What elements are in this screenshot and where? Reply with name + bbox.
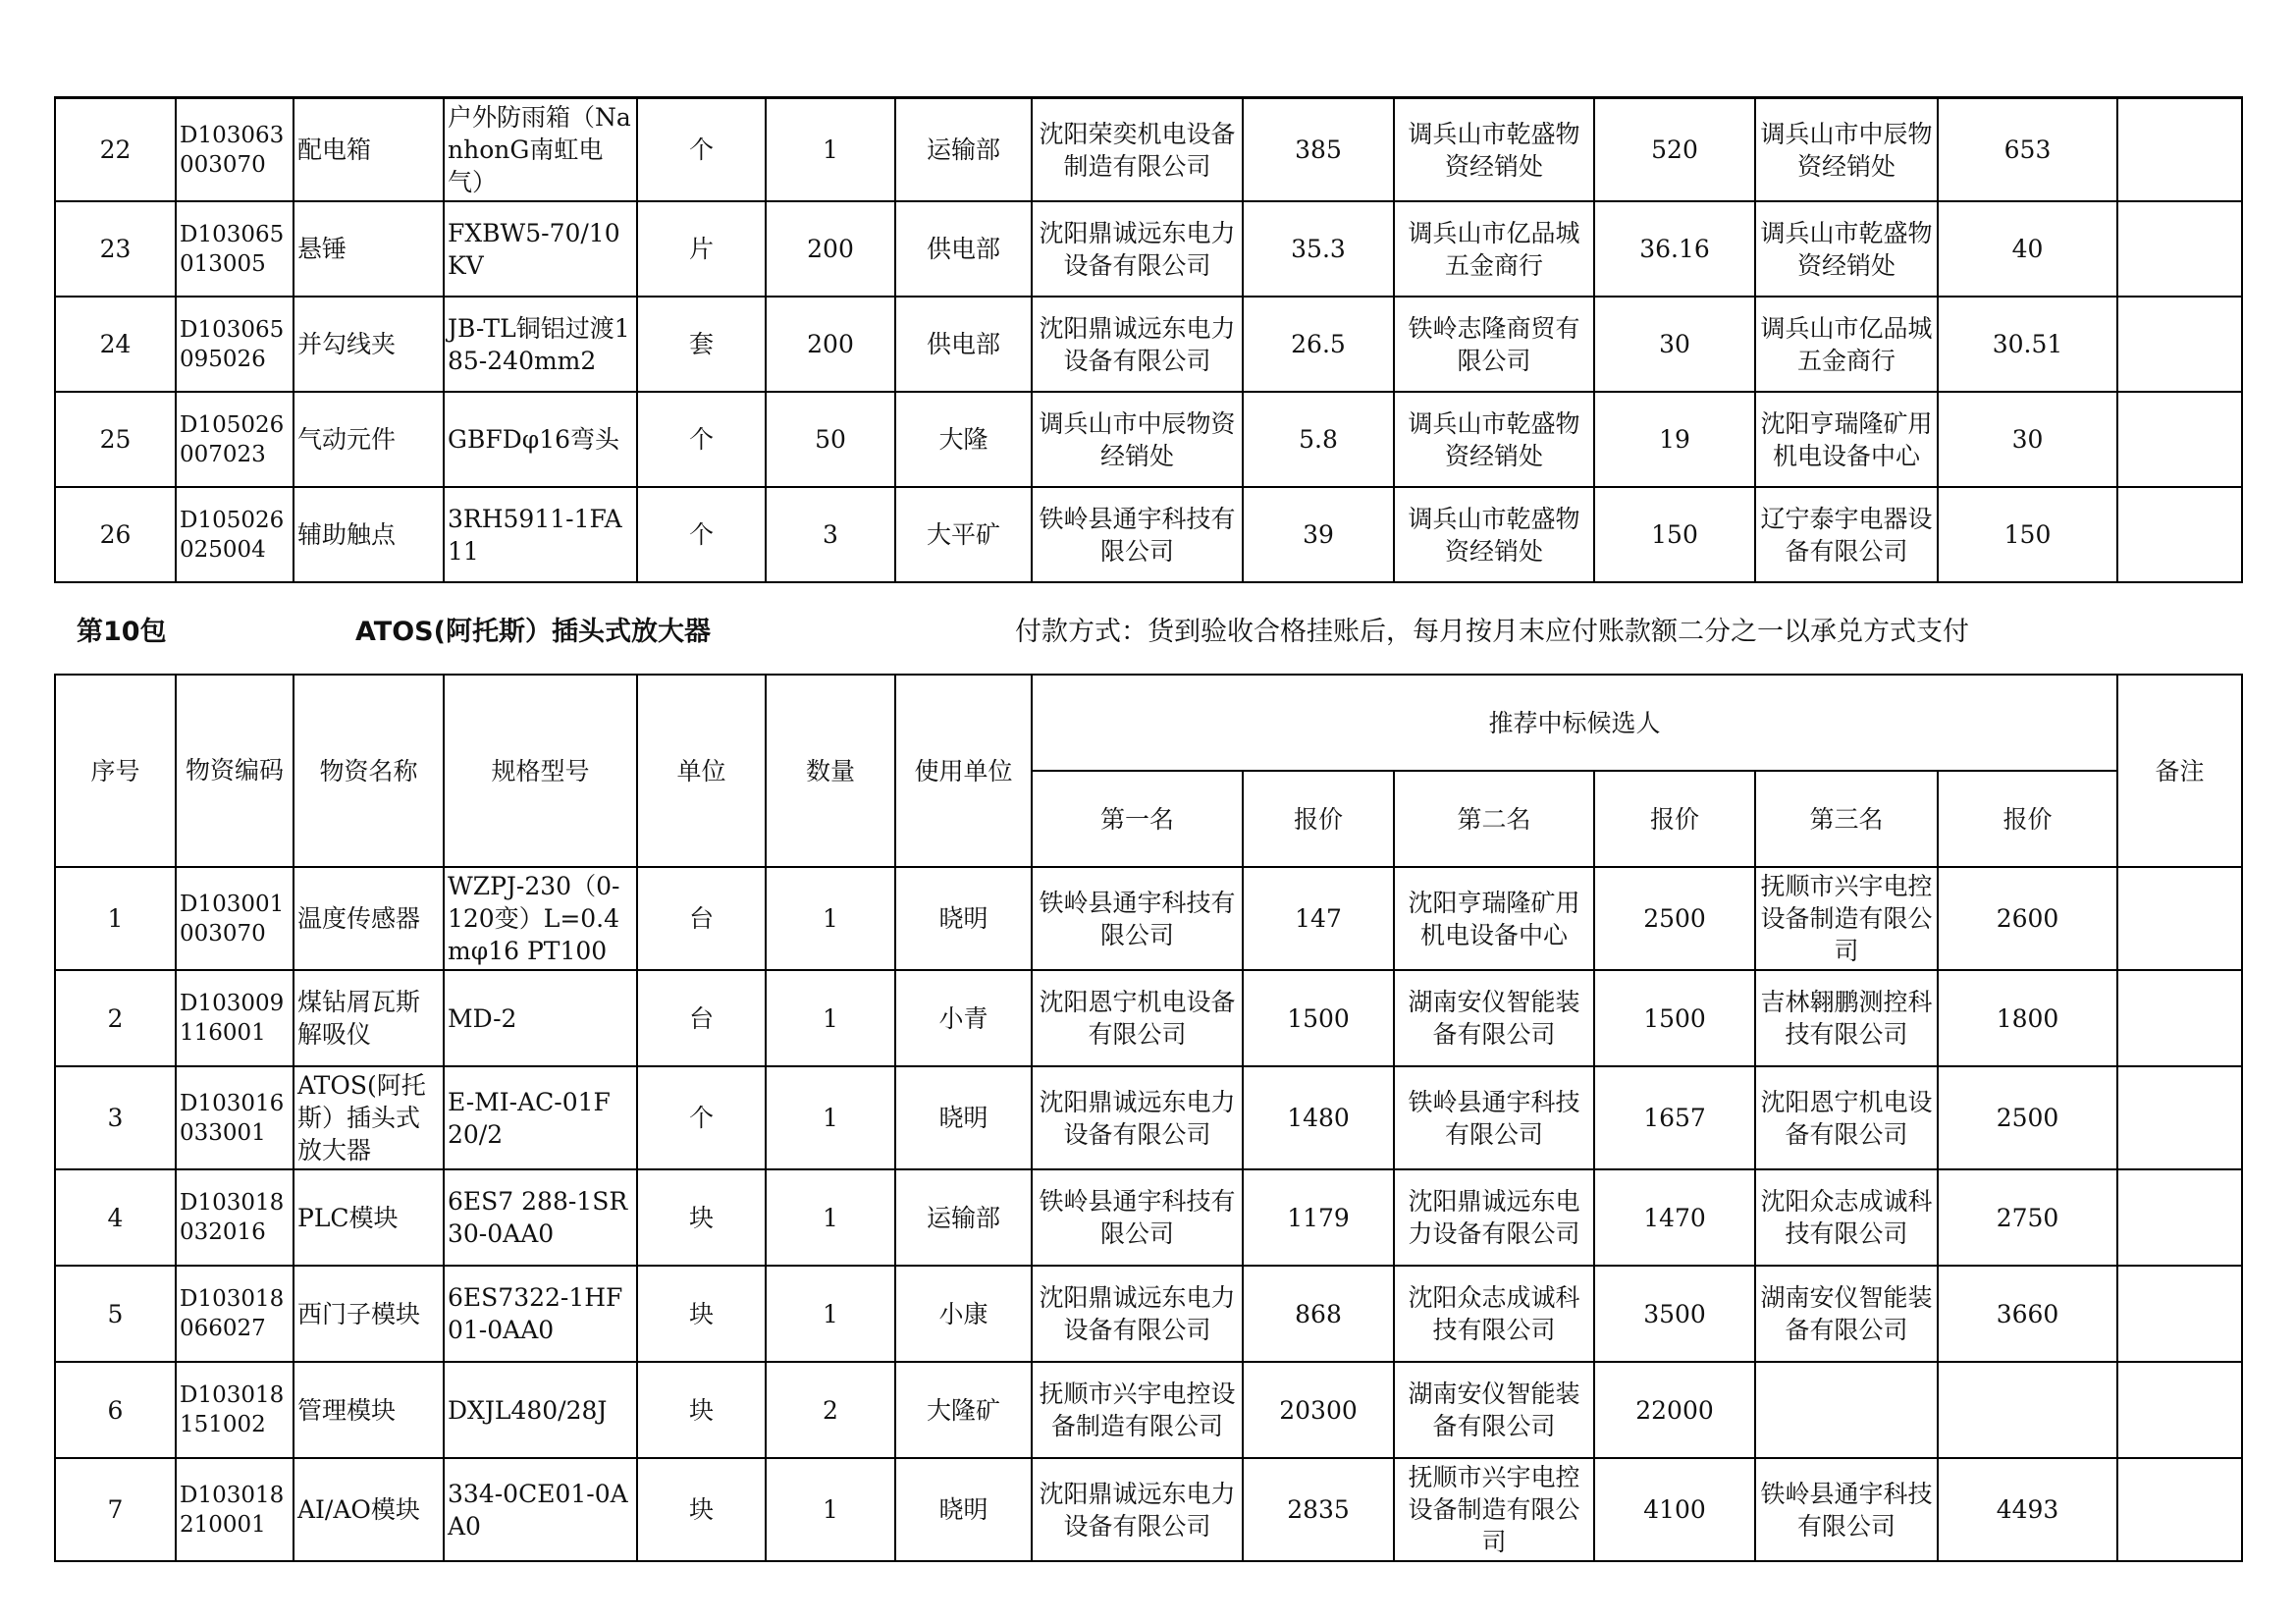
package-table [54,674,2243,1562]
cell-note [2117,297,2242,392]
cell-p3: 150 [1938,487,2117,582]
cell-p2: 150 [1594,487,1755,582]
cell-no: 6 [55,1362,176,1458]
cell-note [2117,1362,2242,1458]
cell-p2: 520 [1594,98,1755,202]
cell-c2: 铁岭志隆商贸有限公司 [1394,297,1594,392]
cell-qty: 1 [766,1066,895,1169]
cell-p3: 40 [1938,201,2117,297]
cell-note [2117,392,2242,487]
cell-c2: 沈阳鼎诚远东电力设备有限公司 [1394,1169,1594,1266]
cell-p1: 1500 [1243,970,1394,1066]
cell-p2: 1657 [1594,1066,1755,1169]
table-row [55,1458,2242,1561]
cell-name: 温度传感器 [294,867,444,970]
header-code: 物资编码 [176,675,294,867]
header-unit: 单位 [637,675,766,867]
cell-p2: 1470 [1594,1169,1755,1266]
cell-c2: 湖南安仪智能装备有限公司 [1394,1362,1594,1458]
table-row [55,487,2242,582]
cell-code: D103063003070 [176,98,294,202]
cell-c1: 沈阳恩宁机电设备有限公司 [1032,970,1243,1066]
cell-dept: 晓明 [895,1066,1032,1169]
table-row [55,1266,2242,1362]
cell-p2: 3500 [1594,1266,1755,1362]
cell-note [2117,98,2242,202]
table-row [55,201,2242,297]
cell-dept: 供电部 [895,297,1032,392]
cell-c1: 抚顺市兴宇电控设备制造有限公司 [1032,1362,1243,1458]
cell-p1: 20300 [1243,1362,1394,1458]
cell-p1: 35.3 [1243,201,1394,297]
table-row [55,392,2242,487]
cell-p3: 3660 [1938,1266,2117,1362]
cell-p3 [1938,1362,2117,1458]
cell-c3: 调兵山市中辰物资经销处 [1755,98,1938,202]
cell-code: D103018066027 [176,1266,294,1362]
cell-p1: 147 [1243,867,1394,970]
cell-c3 [1755,1362,1938,1458]
header-first: 第一名 [1032,771,1243,867]
cell-unit: 块 [637,1458,766,1561]
cell-name: 管理模块 [294,1362,444,1458]
cell-unit: 台 [637,867,766,970]
cell-note [2117,1458,2242,1561]
header-candidates: 推荐中标候选人 [1032,675,2117,771]
package-title: ATOS(阿托斯）插头式放大器 [355,617,711,647]
cell-c2: 湖南安仪智能装备有限公司 [1394,970,1594,1066]
cell-note [2117,201,2242,297]
cell-name: 辅助触点 [294,487,444,582]
cell-c2: 沈阳众志成诚科技有限公司 [1394,1266,1594,1362]
cell-c3: 沈阳众志成诚科技有限公司 [1755,1169,1938,1266]
cell-dept: 晓明 [895,867,1032,970]
cell-p1: 26.5 [1243,297,1394,392]
header-note: 备注 [2117,675,2242,867]
cell-c1: 沈阳鼎诚远东电力设备有限公司 [1032,1266,1243,1362]
package-table-body [55,675,2242,1561]
cell-code: D103065095026 [176,297,294,392]
cell-no: 4 [55,1169,176,1266]
cell-p2: 2500 [1594,867,1755,970]
header-no: 序号 [55,675,176,867]
header-second: 第二名 [1394,771,1594,867]
cell-note [2117,1266,2242,1362]
cell-dept: 小康 [895,1266,1032,1362]
cell-note [2117,487,2242,582]
cell-c3: 沈阳亨瑞隆矿用机电设备中心 [1755,392,1938,487]
cell-qty: 1 [766,1458,895,1561]
cell-unit: 个 [637,487,766,582]
cell-c3: 铁岭县通宇科技有限公司 [1755,1458,1938,1561]
cell-name: PLC模块 [294,1169,444,1266]
cell-unit: 个 [637,1066,766,1169]
cell-c2: 调兵山市乾盛物资经销处 [1394,392,1594,487]
cell-unit: 套 [637,297,766,392]
cell-spec: 334-0CE01-0AA0 [444,1458,637,1561]
cell-c2: 调兵山市乾盛物资经销处 [1394,487,1594,582]
cell-c2: 抚顺市兴宇电控设备制造有限公司 [1394,1458,1594,1561]
table-row [55,970,2242,1066]
cell-p1: 1480 [1243,1066,1394,1169]
cell-c2: 调兵山市乾盛物资经销处 [1394,98,1594,202]
cell-no: 5 [55,1266,176,1362]
cell-code: D103018151002 [176,1362,294,1458]
table-row [55,297,2242,392]
cell-qty: 200 [766,201,895,297]
cell-c3: 调兵山市亿品城五金商行 [1755,297,1938,392]
cell-c2: 沈阳亨瑞隆矿用机电设备中心 [1394,867,1594,970]
cell-p2: 22000 [1594,1362,1755,1458]
cell-c1: 调兵山市中辰物资经销处 [1032,392,1243,487]
cell-c1: 沈阳鼎诚远东电力设备有限公司 [1032,201,1243,297]
cell-dept: 运输部 [895,98,1032,202]
cell-qty: 1 [766,970,895,1066]
payment-terms: 付款方式：货到验收合格挂账后，每月按月末应付账款额二分之一以承兑方式支付 [1015,617,1969,647]
cell-no: 24 [55,297,176,392]
top-table-body [55,98,2242,583]
cell-c1: 沈阳荣奕机电设备制造有限公司 [1032,98,1243,202]
cell-qty: 2 [766,1362,895,1458]
cell-c1: 沈阳鼎诚远东电力设备有限公司 [1032,297,1243,392]
cell-code: D105026007023 [176,392,294,487]
cell-spec: 户外防雨箱（NanhonG南虹电气） [444,98,637,202]
cell-spec: GBFDφ16弯头 [444,392,637,487]
cell-spec: E-MI-AC-01F 20/2 [444,1066,637,1169]
cell-p1: 2835 [1243,1458,1394,1561]
cell-p2: 36.16 [1594,201,1755,297]
cell-name: 并勾线夹 [294,297,444,392]
cell-p2: 1500 [1594,970,1755,1066]
cell-code: D105026025004 [176,487,294,582]
table-row [55,1169,2242,1266]
cell-name: 煤钻屑瓦斯解吸仪 [294,970,444,1066]
header-price2: 报价 [1594,771,1755,867]
cell-unit: 个 [637,98,766,202]
cell-dept: 小青 [895,970,1032,1066]
cell-p2: 30 [1594,297,1755,392]
cell-name: ATOS(阿托斯）插头式放大器 [294,1066,444,1169]
cell-no: 22 [55,98,176,202]
cell-name: 配电箱 [294,98,444,202]
table-row [55,1066,2242,1169]
cell-c3: 吉林翱鹏测控科技有限公司 [1755,970,1938,1066]
cell-c1: 沈阳鼎诚远东电力设备有限公司 [1032,1066,1243,1169]
cell-dept: 大隆矿 [895,1362,1032,1458]
cell-qty: 1 [766,1169,895,1266]
cell-p3: 30.51 [1938,297,2117,392]
cell-code: D103016033001 [176,1066,294,1169]
cell-no: 26 [55,487,176,582]
cell-qty: 50 [766,392,895,487]
header-dept: 使用单位 [895,675,1032,867]
cell-dept: 晓明 [895,1458,1032,1561]
cell-p3: 30 [1938,392,2117,487]
cell-c3: 沈阳恩宁机电设备有限公司 [1755,1066,1938,1169]
cell-qty: 200 [766,297,895,392]
cell-spec: MD-2 [444,970,637,1066]
cell-c3: 抚顺市兴宇电控设备制造有限公司 [1755,867,1938,970]
header-spec: 规格型号 [444,675,637,867]
cell-p2: 4100 [1594,1458,1755,1561]
cell-p3: 2600 [1938,867,2117,970]
header-name: 物资名称 [294,675,444,867]
cell-unit: 台 [637,970,766,1066]
header-third: 第三名 [1755,771,1938,867]
cell-note [2117,970,2242,1066]
cell-dept: 供电部 [895,201,1032,297]
package-number: 第10包 [77,617,167,647]
cell-name: 气动元件 [294,392,444,487]
cell-spec: FXBW5-70/10KV [444,201,637,297]
header-price1: 报价 [1243,771,1394,867]
cell-spec: 3RH5911-1FA11 [444,487,637,582]
table-row [55,867,2242,970]
cell-p1: 385 [1243,98,1394,202]
cell-unit: 块 [637,1169,766,1266]
cell-p3: 2750 [1938,1169,2117,1266]
header-price3: 报价 [1938,771,2117,867]
cell-c1: 铁岭县通宇科技有限公司 [1032,487,1243,582]
cell-note [2117,867,2242,970]
cell-unit: 片 [637,201,766,297]
cell-no: 3 [55,1066,176,1169]
cell-no: 7 [55,1458,176,1561]
cell-spec: JB-TL铜铝过渡185-240mm2 [444,297,637,392]
cell-c1: 铁岭县通宇科技有限公司 [1032,1169,1243,1266]
cell-p2: 19 [1594,392,1755,487]
cell-qty: 1 [766,98,895,202]
table-row [55,98,2242,202]
cell-unit: 块 [637,1266,766,1362]
cell-code: D103018210001 [176,1458,294,1561]
cell-c3: 调兵山市乾盛物资经销处 [1755,201,1938,297]
cell-dept: 大隆 [895,392,1032,487]
cell-unit: 个 [637,392,766,487]
cell-p3: 2500 [1938,1066,2117,1169]
cell-c1: 铁岭县通宇科技有限公司 [1032,867,1243,970]
cell-qty: 1 [766,867,895,970]
cell-p3: 1800 [1938,970,2117,1066]
header-qty: 数量 [766,675,895,867]
cell-c2: 铁岭县通宇科技有限公司 [1394,1066,1594,1169]
cell-name: 西门子模块 [294,1266,444,1362]
header-row-1 [55,675,2242,771]
cell-p1: 1179 [1243,1169,1394,1266]
cell-spec: DXJL480/28J [444,1362,637,1458]
package-header [0,613,2296,652]
cell-qty: 3 [766,487,895,582]
cell-note [2117,1066,2242,1169]
cell-name: 悬锤 [294,201,444,297]
cell-p1: 5.8 [1243,392,1394,487]
cell-dept: 运输部 [895,1169,1032,1266]
cell-code: D103009116001 [176,970,294,1066]
cell-no: 25 [55,392,176,487]
cell-code: D103018032016 [176,1169,294,1266]
cell-p3: 4493 [1938,1458,2117,1561]
cell-name: AI/AO模块 [294,1458,444,1561]
cell-no: 2 [55,970,176,1066]
cell-spec: 6ES7322-1HF01-0AA0 [444,1266,637,1362]
cell-no: 23 [55,201,176,297]
cell-spec: WZPJ-230（0-120变）L=0.4mφ16 PT100 [444,867,637,970]
top-table [54,96,2243,583]
cell-c3: 辽宁泰宇电器设备有限公司 [1755,487,1938,582]
cell-p3: 653 [1938,98,2117,202]
cell-note [2117,1169,2242,1266]
cell-code: D103001003070 [176,867,294,970]
cell-dept: 大平矿 [895,487,1032,582]
cell-spec: 6ES7 288-1SR30-0AA0 [444,1169,637,1266]
table-row [55,1362,2242,1458]
cell-qty: 1 [766,1266,895,1362]
cell-p1: 868 [1243,1266,1394,1362]
cell-c3: 湖南安仪智能装备有限公司 [1755,1266,1938,1362]
cell-p1: 39 [1243,487,1394,582]
cell-c1: 沈阳鼎诚远东电力设备有限公司 [1032,1458,1243,1561]
cell-code: D103065013005 [176,201,294,297]
cell-no: 1 [55,867,176,970]
cell-unit: 块 [637,1362,766,1458]
cell-c2: 调兵山市亿品城五金商行 [1394,201,1594,297]
